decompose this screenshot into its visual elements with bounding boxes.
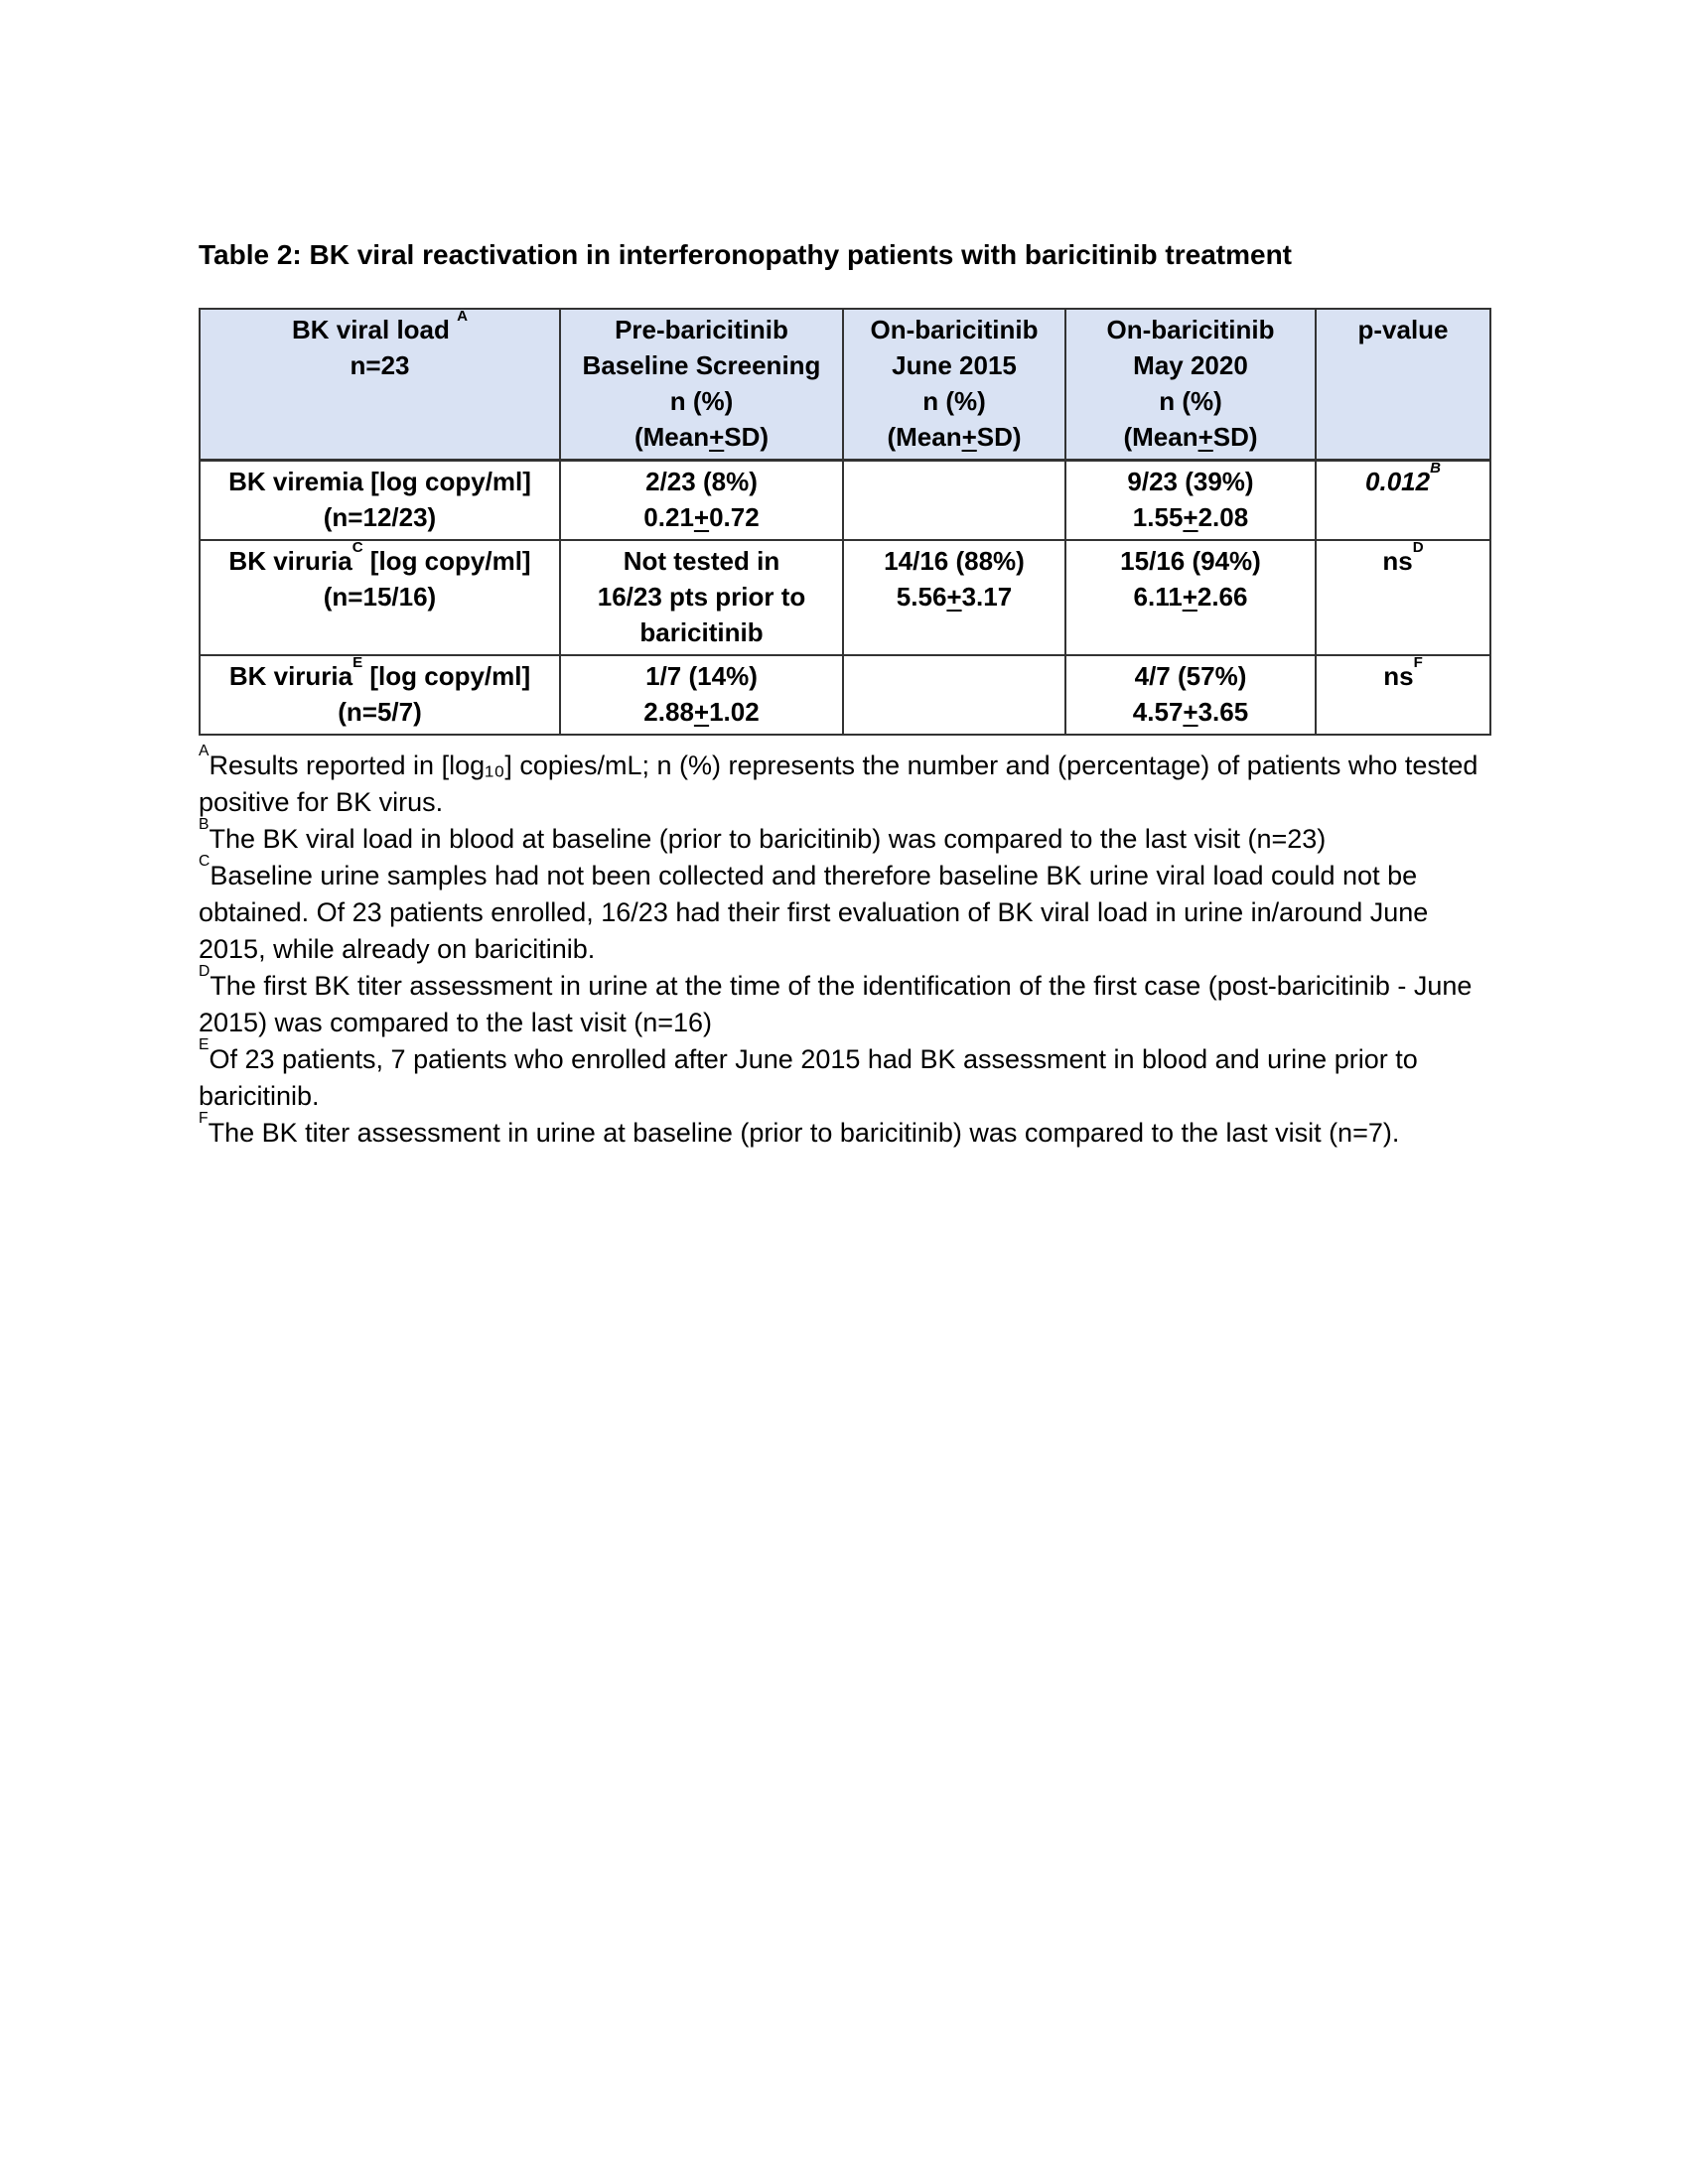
table-cell: 2/23 (8%) 0.21+0.72 xyxy=(560,461,843,541)
table-row xyxy=(200,461,1490,541)
table-cell: BK viremia [log copy/ml] (n=12/23) xyxy=(200,461,560,541)
footnotes xyxy=(199,743,1489,1152)
table-cell xyxy=(843,655,1065,735)
table-cell: 15/16 (94%) 6.11+2.66 xyxy=(1065,540,1316,655)
table-row xyxy=(200,540,1490,655)
header-cell: On-baricitinib June 2015 n (%) (Mean+SD) xyxy=(843,309,1065,461)
footnote: $^D$The first BK titer assessment in urine at the time of the identification of the first case (post-baricitinib - June 2015) was compared to the last visit (n=16) xyxy=(199,963,1473,1037)
footnote: $^C$Baseline urine samples had not been collected and therefore baseline BK urine viral load could not be obtained. Of 23 patients enrolled, 16/23 had their first evaluation of BK viral load in urine in/around June 2015, while already on baricitinib. xyxy=(199,853,1429,964)
bk-viral-load-table xyxy=(199,308,1491,736)
table-cell: 4/7 (57%) 4.57+3.65 xyxy=(1065,655,1316,735)
header-cell: Pre-baricitinib Baseline Screening n (%) (Mean+SD) xyxy=(560,309,843,461)
table-cell: BK viruria$^E$ [log copy/ml] (n=5/7) xyxy=(200,655,560,735)
table-cell: $ns^F$ xyxy=(1316,655,1490,735)
table-row xyxy=(200,655,1490,735)
table-cell: 9/23 (39%) 1.55+2.08 xyxy=(1065,461,1316,541)
table-header-row xyxy=(200,309,1490,461)
table-cell: Not tested in 16/23 pts prior to baricitinib xyxy=(560,540,843,655)
table-title: Table 2: BK viral reactivation in interferonopathy patients with baricitinib treatment xyxy=(199,239,1293,270)
footnote: $^A$Results reported in [log₁₀] copies/mL; n (%) represents the number and (percentage) of patients who tested positive for BK virus. xyxy=(199,743,1478,817)
table-cell xyxy=(843,461,1065,541)
footnote: $^E$Of 23 patients, 7 patients who enrolled after June 2015 had BK assessment in blood and urine prior to baricitinib. xyxy=(199,1036,1418,1111)
table-cell: $ns^D$ xyxy=(1316,540,1490,655)
footnote: $^B$The BK viral load in blood at baseline (prior to baricitinib) was compared to the last visit (n=23) xyxy=(199,816,1327,854)
header-cell: p-value xyxy=(1316,309,1490,461)
table-header xyxy=(200,309,1490,461)
footnote: $^F$The BK titer assessment in urine at baseline (prior to baricitinib) was compared to the last visit (n=7). xyxy=(199,1110,1400,1148)
table-cell: 1/7 (14%) 2.88+1.02 xyxy=(560,655,843,735)
table-cell: $0.012^B$ xyxy=(1316,461,1490,541)
header-cell: On-baricitinib May 2020 n (%) (Mean+SD) xyxy=(1065,309,1316,461)
table-body xyxy=(200,461,1490,736)
table-cell: 14/16 (88%) 5.56+3.17 xyxy=(843,540,1065,655)
header-cell: BK viral load $^A$ n=23 xyxy=(200,309,560,461)
table-cell: BK viruria$^C$ [log copy/ml] (n=15/16) xyxy=(200,540,560,655)
